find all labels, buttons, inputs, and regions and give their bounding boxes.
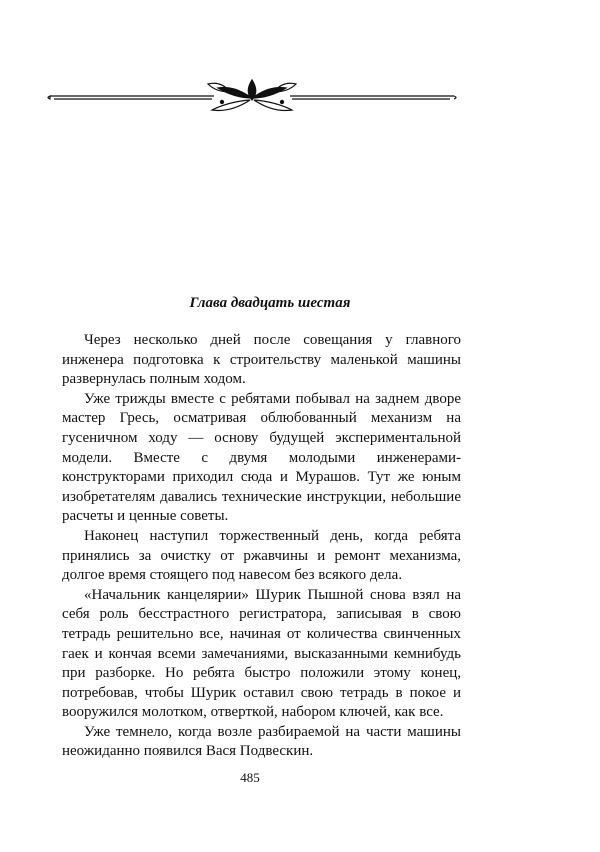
paragraph: Уже темнело, когда возле разбираемой на части машины неожиданно появился Вася Подвескин. (62, 723, 461, 760)
paragraph: Через несколько дней после совещания у главного инженера подготовка к строительству маленькой машины развернулась полным ходом. (62, 332, 461, 388)
paragraph: Наконец наступил торжественный день, когда ребята принялись за очистку от ржавчины и ремонт механизма, долгое время стоящего под навесом без всякого дела. (62, 527, 461, 584)
chapter-ornament (44, 74, 460, 118)
body-text (62, 331, 461, 762)
paragraph: «Начальник канцелярии» Шурик Пышной снова взял на себя роль бесстрастного регистратора, записывая в свою тетрадь решительно все, начиная от количества свинченных гаек и кончая всеми замечаниями, высказанными кемнибудь при разборке. Но ребята быстро положили этому конец, потребовав, чтобы Шурик оставил свою тетрадь в покое и вооружился молотком, отверткой, набором ключей, как все. (62, 586, 461, 721)
page-number: 485 (240, 770, 260, 785)
chapter-title: Глава двадцать шестая (189, 295, 351, 311)
paragraph: Уже трижды вместе с ребятами побывал на заднем дворе мастер Гресь, осматривая облюбованный механизм на гусеничном ходу — основу будущей экспериментальной модели. Вместе с двумя молодыми инженерами-конструкторами приходил сюда и Мурашов. Тут же юным изобретателям давались технические инструкции, небольшие расчеты и ценные советы. (62, 390, 461, 525)
